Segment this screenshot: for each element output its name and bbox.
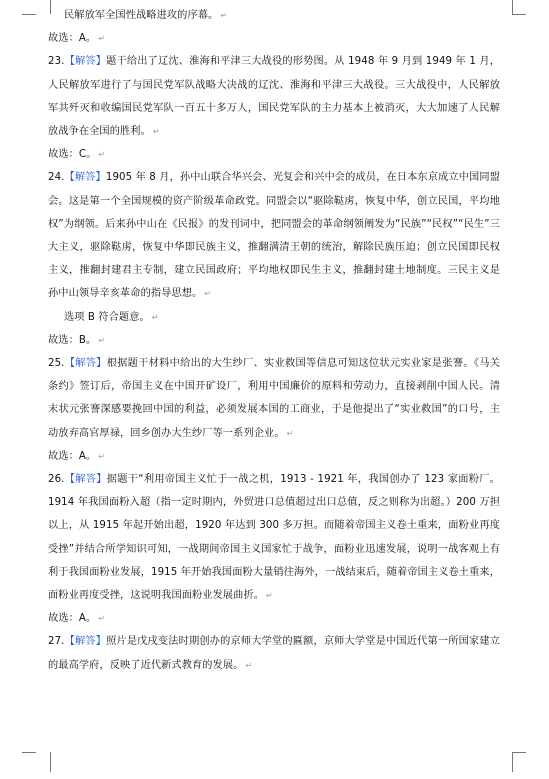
answer-text: 故选：B。 — [48, 334, 97, 346]
question-number: 27. — [48, 636, 65, 648]
question-number: 26. — [48, 474, 65, 486]
question-27 — [48, 630, 500, 676]
previous-answer-tail — [48, 4, 500, 27]
document-body — [48, 4, 500, 677]
answer-text: 故选：C。 — [48, 149, 97, 161]
paragraph-mark-icon: ↵ — [266, 591, 273, 601]
question-explanation: 1905 年 8 月，孙中山联合华兴会、光复会和兴中会的成员，在日本东京成立中国同盟会。这是第一个全国规模的资产阶级革命政党。同盟会以“驱除鞑虏，恢复中华，创立民国，平均地权”为纲领。后来孙中山在《民报》的发刊词中，把同盟会的革命纲领阐发为“民族”“民权”“民生”三大主义，驱除鞑虏，恢复中华即民族主义，推翻满清王朝的统治，解除民族压迫；创立民国即民权主义，推翻封建君主专制，建立民国政府；平均地权即民生主义，推翻封建土地制度。三民主义是孙中山领导辛亥革命的指导思想。 — [48, 172, 500, 300]
answer-line — [48, 329, 500, 352]
paragraph-mark-icon: ↵ — [220, 11, 228, 20]
answer-text: 故选：A。 — [48, 450, 97, 462]
paragraph-mark-icon: ↵ — [204, 289, 212, 299]
question-explanation: 根据题干材料中给出的大生纱厂、实业救国等信息可知这位状元实业家是张謇。《马关条约》签订后，帝国主义在中国开矿设厂，利用中国廉价的原料和劳动力，直接剥削中国人民。清末状元张謇深感要挽回中国的利益，必须发展本国的工商业，于是他提出了“实业救国”的口号，主动放弃高官厚禄，回乡创办大生纱厂等一系列企业。 — [48, 358, 500, 439]
paragraph-mark-icon: ↵ — [286, 428, 294, 438]
answer-line — [48, 445, 500, 468]
answer-tag: 【解答】 — [64, 172, 106, 184]
answer-tag: 【解答】 — [64, 636, 107, 648]
paragraph-text: 选项 B 符合题意。 — [64, 311, 150, 323]
answer-line — [48, 27, 500, 50]
paragraph-text: 民解放军全国性战略进攻的序幕。 — [64, 10, 219, 21]
crop-mark-top-right — [512, 0, 527, 14]
question-explanation: 照片是戊戌变法时期创办的京师大学堂的匾额，京师大学堂是中国近代第一所国家建立的最高学府，反映了近代新式教育的发展。 — [48, 636, 500, 671]
paragraph-mark-icon: ↵ — [152, 127, 160, 137]
paragraph-mark-icon: ↵ — [151, 312, 159, 322]
paragraph-mark-icon: ↵ — [98, 614, 106, 624]
question-number: 23. — [48, 56, 65, 68]
answer-text: 故选：A。 — [48, 33, 97, 45]
answer-tag: 【解答】 — [64, 56, 107, 68]
crop-mark-bottom-left-h — [22, 752, 36, 753]
answer-line — [48, 607, 500, 630]
question-25 — [48, 352, 500, 445]
question-24-extra — [48, 306, 500, 329]
paragraph-mark-icon: ↵ — [98, 150, 106, 160]
crop-mark-bottom-left — [36, 752, 51, 772]
crop-mark-bottom-right-h — [512, 752, 526, 753]
question-number: 25. — [48, 358, 65, 370]
crop-mark-top-right-h — [512, 14, 526, 15]
crop-mark-bottom-right — [512, 752, 527, 772]
crop-mark-top-left-h — [22, 14, 36, 15]
question-23 — [48, 50, 500, 143]
question-explanation: 题干给出了辽沈、淮海和平津三大战役的形势图。从 1948 年 9 月到 1949 年 1 月，人民解放军进行了与国民党军队战略大决战的辽沈、淮海和平津三大战役。三大战役中，人民解放军共歼灭和收编国民党军队一百五十多万人，国民党军队的主力基本上被消灭，大大加速了人民解放战争在全国的胜利。 — [48, 56, 500, 138]
answer-line — [48, 143, 500, 166]
question-explanation: 据题干“利用帝国主义忙于一战之机，1913 - 1921 年，我国创办了 123 家面粉厂。1914 年我国面粉入超（指一定时期内，外贸进口总值超过出口总值，反之则称为出超。）200 万担以上，从 1915 年起开始出超，1920 年达到 300 多万担。而随着帝国主义卷土重来，面粉业再度受挫”并结合所学知识可知，一战期间帝国主义国家忙于战争，面粉业迅速发展，说明一战客观上有利于我国面粉业发展，1915 年开始我国面粉大量销往海外，一战结束后，随着帝国主义卷土重来，面粉业再度受挫，这说明我国面粉业发展曲折。 — [48, 474, 500, 602]
paragraph-mark-icon: ↵ — [245, 660, 253, 670]
paragraph-mark-icon: ↵ — [98, 34, 106, 44]
paragraph-mark-icon: ↵ — [98, 335, 106, 345]
question-24 — [48, 166, 500, 305]
question-number: 24. — [48, 172, 65, 184]
answer-tag: 【解答】 — [64, 358, 107, 370]
answer-text: 故选：A。 — [48, 613, 97, 625]
paragraph-mark-icon: ↵ — [98, 451, 106, 461]
question-26 — [48, 468, 500, 607]
answer-tag: 【解答】 — [64, 474, 107, 486]
